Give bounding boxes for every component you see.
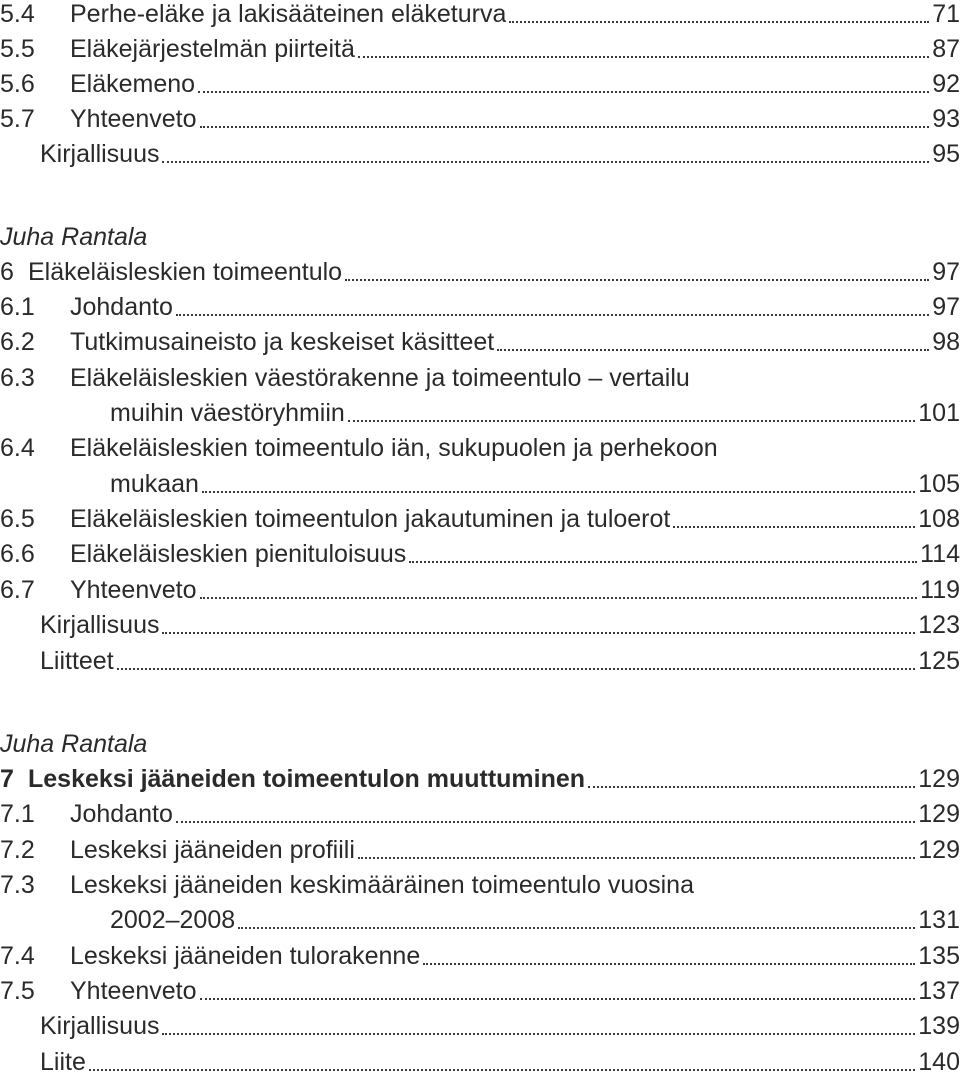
entry-page: 119 — [920, 576, 960, 604]
entry-number: 5.5 — [0, 35, 35, 63]
entry-title: Eläkejärjestelmän piirteitä — [70, 35, 355, 63]
dot-leader — [117, 668, 916, 670]
entry-number: 7.1 — [0, 800, 35, 828]
dot-leader — [497, 349, 929, 351]
entry-number: 5.7 — [0, 105, 35, 133]
entry-title: Perhe-eläke ja lakisääteinen eläketurva — [70, 0, 507, 28]
entry-title: Leskeksi jääneiden profiili — [70, 836, 355, 864]
entry-page: 123 — [918, 611, 960, 639]
entry-title: Liite — [40, 1048, 86, 1076]
dot-leader — [409, 561, 917, 563]
toc-entry-7-5 — [0, 974, 960, 1008]
entry-page: 125 — [918, 647, 960, 675]
toc-entry-5-6 — [0, 67, 960, 101]
toc-entry-7-appendix — [40, 1045, 960, 1079]
chapter-title: Eläkeläisleskien toimeentulo — [28, 258, 343, 286]
entry-number: 6.1 — [0, 293, 35, 321]
dot-leader — [673, 526, 915, 528]
entry-number: 6.7 — [0, 576, 35, 604]
toc-entry-6-1 — [0, 290, 960, 324]
entry-title: Yhteenveto — [70, 977, 197, 1005]
toc-chapter-7 — [0, 762, 960, 796]
dot-leader — [358, 56, 929, 58]
dot-leader — [198, 91, 929, 93]
toc-entry-6-6 — [0, 537, 960, 571]
entry-page: 131 — [918, 906, 960, 934]
entry-title: Eläkeläisleskien toimeentulo iän, sukupuolen ja perhekoon — [70, 434, 718, 462]
entry-page: 139 — [918, 1012, 960, 1040]
entry-title-continued: mukaan — [110, 470, 199, 498]
dot-leader — [200, 998, 916, 1000]
toc-entry-6-3-cont — [110, 396, 960, 430]
dot-leader — [162, 1033, 915, 1035]
dot-leader — [358, 857, 915, 859]
dot-leader — [200, 597, 918, 599]
entry-page: 108 — [918, 505, 960, 533]
entry-number: 7.5 — [0, 977, 35, 1005]
entry-page: 129 — [918, 765, 960, 793]
entry-page: 97 — [932, 258, 960, 286]
dot-leader — [162, 161, 929, 163]
toc-entry-6-4-cont — [110, 467, 960, 501]
toc-entry-7-3-cont — [110, 903, 960, 937]
entry-number: 7.2 — [0, 836, 35, 864]
entry-title: Kirjallisuus — [40, 611, 160, 639]
entry-title: Tutkimusaineisto ja keskeiset käsitteet — [70, 328, 495, 356]
entry-title-continued: muihin väestöryhmiin — [110, 399, 345, 427]
toc-entry-7-3 — [0, 868, 960, 902]
chapter-number: 7 — [0, 765, 14, 793]
toc-entry-5-5 — [0, 32, 960, 66]
dot-leader — [348, 420, 915, 422]
dot-leader — [509, 21, 929, 23]
entry-page: 129 — [918, 836, 960, 864]
entry-number: 7.3 — [0, 871, 35, 899]
entry-title: Liitteet — [40, 647, 114, 675]
entry-page: 92 — [932, 70, 960, 98]
entry-page: 93 — [932, 105, 960, 133]
entry-page: 105 — [918, 470, 960, 498]
entry-number: 5.4 — [0, 0, 35, 28]
toc-entry-6-7 — [0, 573, 960, 607]
entry-number: 7.4 — [0, 942, 35, 970]
entry-title-continued: 2002–2008 — [110, 906, 236, 934]
entry-page: 135 — [918, 942, 960, 970]
toc-entry-6-5 — [0, 502, 960, 536]
entry-number: 5.6 — [0, 70, 35, 98]
entry-page: 137 — [918, 977, 960, 1005]
entry-title: Yhteenveto — [70, 576, 197, 604]
dot-leader — [588, 786, 915, 788]
chapter-title: Leskeksi jääneiden toimeentulon muuttuminen — [28, 765, 586, 793]
dot-leader — [89, 1069, 915, 1071]
toc-entry-5-literature — [40, 137, 960, 171]
entry-title: Eläkeläisleskien väestörakenne ja toimeentulo – vertailu — [70, 364, 690, 392]
entry-title: Eläkemeno — [70, 70, 196, 98]
entry-page: 97 — [932, 293, 960, 321]
entry-page: 98 — [932, 328, 960, 356]
dot-leader — [176, 314, 929, 316]
entry-title: Eläkeläisleskien toimeentulon jakautuminen ja tuloerot — [70, 505, 671, 533]
entry-page: 95 — [932, 140, 960, 168]
entry-title: Leskeksi jääneiden tulorakenne — [70, 942, 421, 970]
dot-leader — [202, 491, 915, 493]
entry-number: 6.3 — [0, 364, 35, 392]
toc-entry-5-7 — [0, 102, 960, 136]
toc-entry-5-4 — [0, 0, 960, 31]
dot-leader — [176, 821, 915, 823]
toc-entry-6-literature — [40, 608, 960, 642]
dot-leader — [200, 126, 930, 128]
toc-entry-6-4 — [0, 431, 960, 465]
chapter-number: 6 — [0, 258, 14, 286]
dot-leader — [423, 963, 915, 965]
entry-title: Johdanto — [70, 800, 173, 828]
entry-page: 71 — [932, 0, 960, 28]
entry-title: Eläkeläisleskien pienituloisuus — [70, 540, 407, 568]
entry-title: Leskeksi jääneiden keskimääräinen toimeentulo vuosina — [70, 871, 694, 899]
dot-leader — [238, 927, 915, 929]
entry-title: Kirjallisuus — [40, 1012, 160, 1040]
toc-entry-7-4 — [0, 939, 960, 973]
entry-title: Kirjallisuus — [40, 140, 160, 168]
entry-number: 6.2 — [0, 328, 35, 356]
entry-page: 129 — [918, 800, 960, 828]
toc-entry-6-3 — [0, 361, 960, 395]
toc-entry-7-literature — [40, 1009, 960, 1043]
toc-entry-6-appendices — [40, 644, 960, 678]
entry-page: 87 — [932, 35, 960, 63]
entry-page: 140 — [918, 1048, 960, 1076]
dot-leader — [162, 632, 915, 634]
chapter-6-author: Juha Rantala — [0, 223, 148, 251]
entry-number: 6.4 — [0, 434, 35, 462]
entry-number: 6.6 — [0, 540, 35, 568]
dot-leader — [345, 279, 929, 281]
entry-title: Yhteenveto — [70, 105, 197, 133]
entry-page: 114 — [920, 540, 960, 568]
toc-entry-7-2 — [0, 833, 960, 867]
chapter-7-author: Juha Rantala — [0, 730, 148, 758]
toc-entry-7-1 — [0, 797, 960, 831]
entry-number: 6.5 — [0, 505, 35, 533]
entry-page: 101 — [918, 399, 960, 427]
entry-title: Johdanto — [70, 293, 173, 321]
toc-entry-6-2 — [0, 325, 960, 359]
toc-chapter-6 — [0, 255, 960, 289]
